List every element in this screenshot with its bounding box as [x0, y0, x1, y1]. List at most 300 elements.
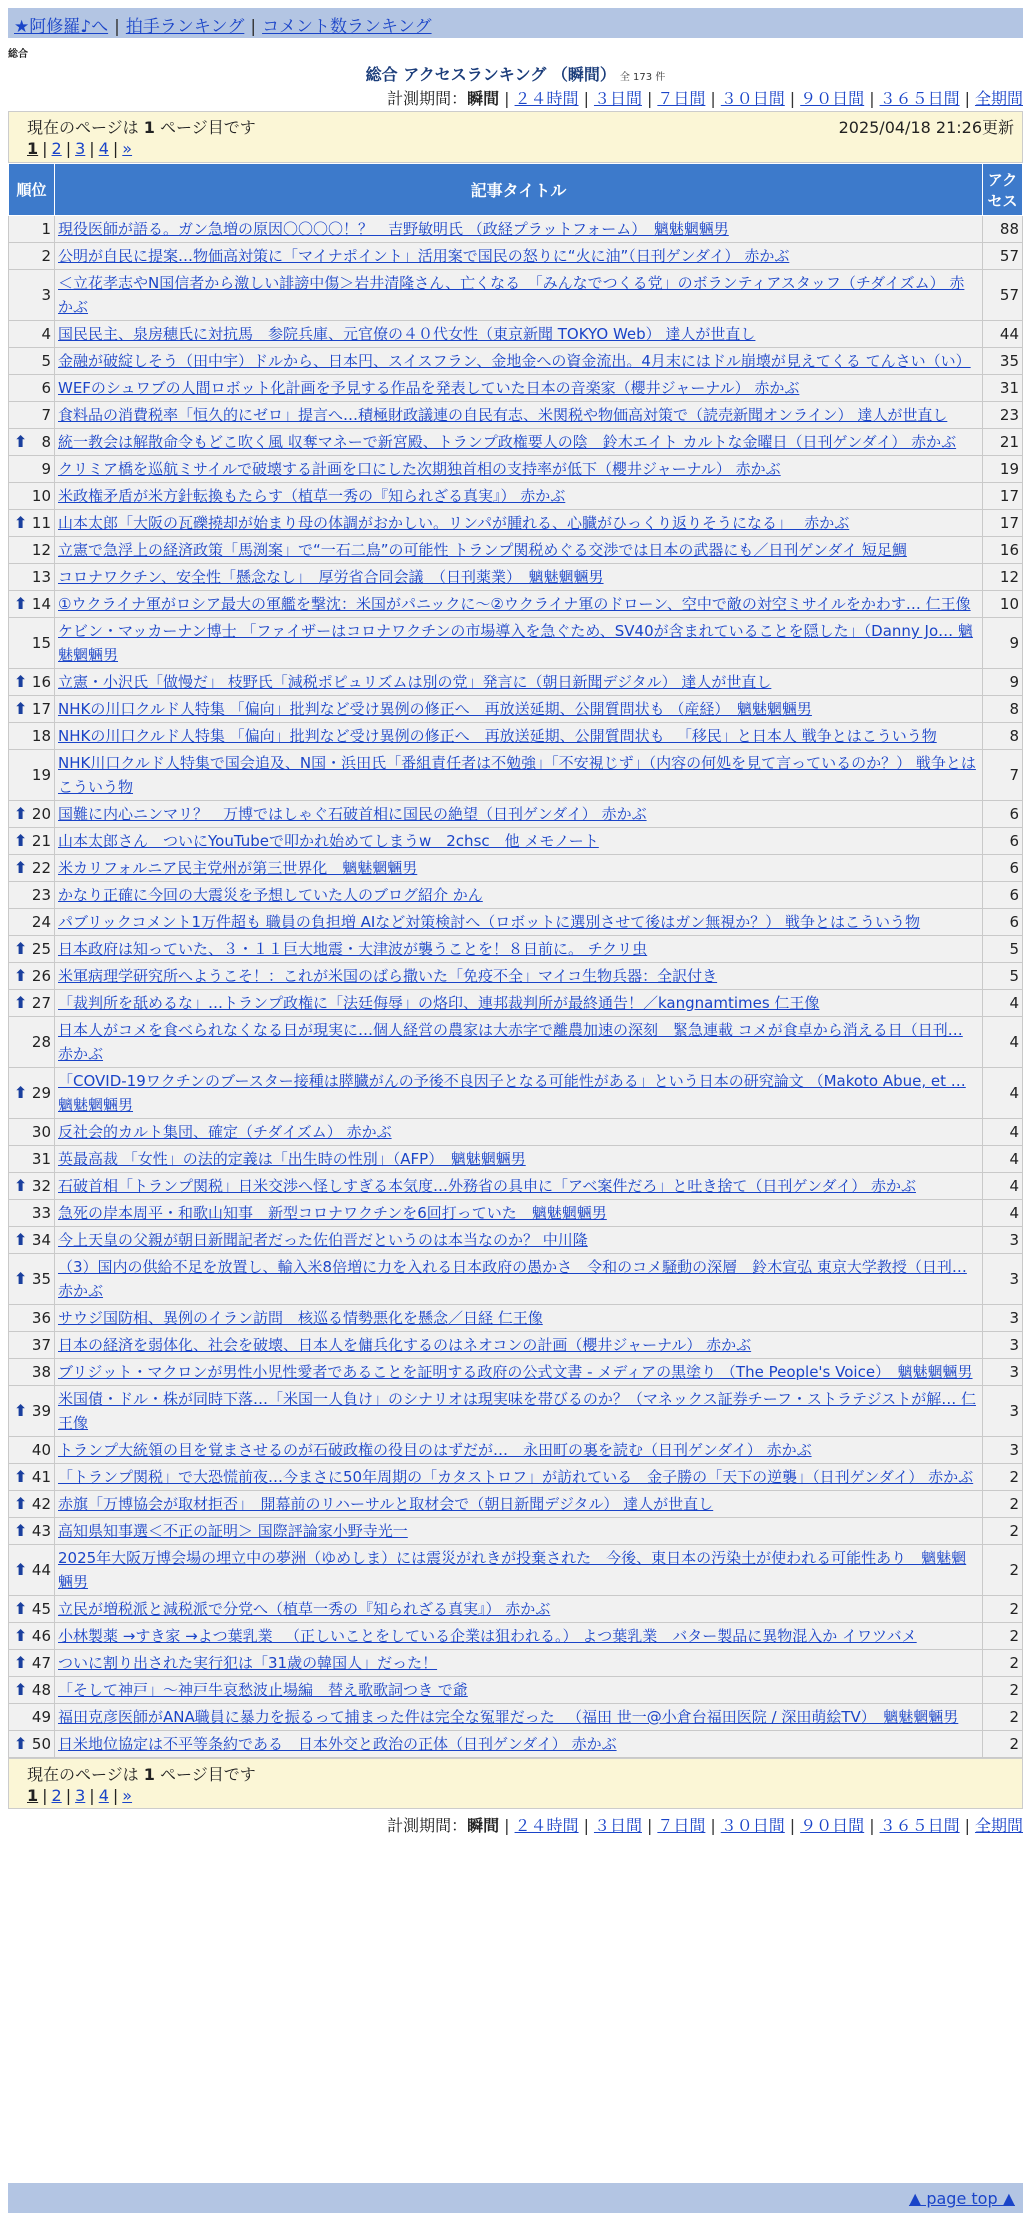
comment-ranking-link[interactable]: コメント数ランキング — [262, 17, 432, 37]
rank-number: 13 — [31, 568, 51, 586]
rank-cell — [9, 1464, 55, 1491]
title-cell — [55, 1704, 983, 1731]
access-count: 2 — [983, 1731, 1023, 1758]
article-link[interactable]: ＜立花孝志やN国信者から激しい誹謗中傷＞岩井清隆さん、亡くなる 「みんなでつくる党」のボランティアスタッフ（チダイズム） 赤かぶ — [58, 274, 965, 316]
period-option-link[interactable]: ３日間 — [593, 89, 642, 108]
rank-number: 34 — [31, 1231, 51, 1249]
article-link[interactable]: NHKの川口クルド人特集 「偏向」批判など受け異例の修正へ 再放送延期、公開質問状も 「移民」と日本人 戦争とはこういう物 — [58, 727, 937, 745]
table-row — [9, 510, 1023, 537]
article-link[interactable]: ブリジット・マクロンが男性小児性愛者であることを証明する政府の公式文書 - メディアの黒塗り （The People's Voice） 魑魅魍魎男 — [58, 1363, 973, 1381]
article-link[interactable]: 立憲で急浮上の経済政策「馬渕案」で“一石二鳥”の可能性 トランプ関税めぐる交渉では日本の武器にも／日刊ゲンダイ 短足鯛 — [58, 541, 907, 559]
rank-cell — [9, 1068, 55, 1119]
article-link[interactable]: 急死の岸本周平・和歌山知事 新型コロナワクチンを6回打っていた 魑魅魍魎男 — [58, 1204, 607, 1222]
table-row — [9, 1464, 1023, 1491]
separator: | — [65, 139, 72, 158]
period-option-link[interactable]: ７日間 — [657, 1816, 706, 1835]
article-link[interactable]: 日本政府は知っていた、３・１１巨大地震・大津波が襲うことを！８日前に。 チクリ虫 — [58, 940, 648, 958]
rank-cell — [9, 990, 55, 1017]
page-top-link[interactable]: ▲ page top ▲ — [908, 2189, 1015, 2208]
title-cell — [55, 1596, 983, 1623]
up-arrow-icon: ⬆ — [14, 699, 28, 718]
period-current: 瞬間 — [467, 89, 500, 108]
next-page-link[interactable]: » — [122, 139, 133, 158]
article-link[interactable]: 高知県知事選＜不正の証明＞ 国際評論家小野寺光一 — [58, 1522, 408, 1540]
separator: | — [504, 89, 510, 108]
title-cell — [55, 1332, 983, 1359]
clap-ranking-link[interactable]: 拍手ランキング — [125, 17, 245, 37]
rank-number: 48 — [31, 1681, 51, 1699]
article-link[interactable]: 日米地位協定は不平等条約である 日本外交と政治の正体（日刊ゲンダイ） 赤かぶ — [58, 1735, 617, 1753]
table-row — [9, 669, 1023, 696]
table-row — [9, 1731, 1023, 1758]
separator: | — [42, 139, 48, 158]
article-link[interactable]: 福田克彦医師がANA職員に暴力を振るって捕まった件は完全な冤罪だった （福田 世一@小倉台福田医院 / 深田萌絵TV） 魑魅魍魎男 — [58, 1708, 959, 1726]
rank-number: 2 — [41, 247, 51, 265]
access-count: 3 — [983, 1386, 1023, 1437]
table-row — [9, 618, 1023, 669]
title-cell — [55, 321, 983, 348]
rank-number: 1 — [41, 220, 51, 238]
rank-number: 11 — [31, 514, 51, 532]
period-option-link[interactable]: ３６５日間 — [879, 1816, 960, 1835]
rank-cell — [9, 537, 55, 564]
access-count: 6 — [983, 855, 1023, 882]
table-row — [9, 1146, 1023, 1173]
article-link[interactable]: NHKの川口クルド人特集 「偏向」批判など受け異例の修正へ 再放送延期、公開質問状も （産経） 魑魅魍魎男 — [58, 700, 812, 718]
separator: | — [964, 89, 970, 108]
title-cell — [55, 1068, 983, 1119]
rank-cell — [9, 564, 55, 591]
table-row — [9, 216, 1023, 243]
access-count: 5 — [983, 963, 1023, 990]
total-count: 全 173 件 — [619, 72, 666, 83]
separator: | — [89, 1786, 95, 1805]
rank-cell — [9, 1173, 55, 1200]
article-link[interactable]: 石破首相「トランプ関税」日米交渉へ怪しすぎる本気度…外務省の具申に「アベ案件だろ」と吐き捨て（日刊ゲンダイ） 赤かぶ — [58, 1177, 916, 1195]
article-link[interactable]: 小林製薬 →すき家 →よつ葉乳業 （正しいことをしている企業は狙われる。） よつ葉乳業 バター製品に異物混入か イワツバメ — [58, 1627, 917, 1645]
access-count: 8 — [983, 696, 1023, 723]
article-link[interactable]: 現役医師が語る。ガン急増の原因〇〇〇〇！？ 吉野敏明氏 （政経プラットフォーム） 魑魅魍魎男 — [58, 220, 729, 238]
access-count: 3 — [983, 1227, 1023, 1254]
article-link[interactable]: 反社会的カルト集団、確定（チダイズム） 赤かぶ — [58, 1123, 392, 1141]
access-count: 57 — [983, 243, 1023, 270]
rank-cell — [9, 1332, 55, 1359]
up-arrow-icon: ⬆ — [14, 1230, 28, 1249]
access-count: 10 — [983, 591, 1023, 618]
separator: | — [112, 139, 119, 158]
page-title — [0, 62, 1031, 85]
rank-number: 31 — [31, 1150, 51, 1168]
article-link[interactable]: 「そして神戸」～神戸牛哀愁波止場編 替え歌歌詞つき で爺 — [58, 1681, 468, 1699]
table-row — [9, 1173, 1023, 1200]
article-link[interactable]: 「トランプ関税」で大恐慌前夜…今まさに50年周期の「カタストロフ」が訪れている 金子勝の「天下の逆襲」（日刊ゲンダイ） 赤かぶ — [58, 1468, 974, 1486]
title-cell — [55, 1017, 983, 1068]
access-count: 5 — [983, 936, 1023, 963]
period-option-link[interactable]: ３０日間 — [720, 1816, 785, 1835]
title-cell — [55, 1200, 983, 1227]
article-link[interactable]: パブリックコメント1万件超も 職員の負担増 AIなど対策検討へ（ロボットに選別させて後はガン無視か？） 戦争とはこういう物 — [58, 913, 921, 931]
bottom-bar — [8, 2183, 1023, 2213]
period-label: 計測期間： — [387, 1816, 468, 1835]
title-cell — [55, 243, 983, 270]
rank-number: 21 — [31, 832, 51, 850]
article-link[interactable]: ついに割り出された実行犯は「31歳の韓国人」だった！ — [58, 1654, 438, 1672]
up-arrow-icon: ⬆ — [14, 1734, 28, 1753]
title-cell — [55, 936, 983, 963]
table-header-row — [9, 164, 1023, 216]
rank-number: 50 — [31, 1735, 51, 1753]
rank-number: 10 — [31, 487, 51, 505]
article-link[interactable]: 山本太郎「大阪の瓦礫撓却が始まり母の体調がおかしい。リンパが腫れる、心臓がひっくり返りそうになる」 赤かぶ — [58, 514, 850, 532]
article-link[interactable]: 国難に内心ニンマリ？ 万博ではしゃぐ石破首相に国民の絶望（日刊ゲンダイ） 赤かぶ — [58, 805, 647, 823]
access-count: 4 — [983, 1017, 1023, 1068]
title-cell — [55, 1227, 983, 1254]
up-arrow-icon: ⬆ — [14, 1083, 28, 1102]
up-arrow-icon: ⬆ — [14, 831, 28, 850]
access-count: 35 — [983, 348, 1023, 375]
page-current: 1 — [27, 139, 39, 158]
rank-cell — [9, 591, 55, 618]
article-link[interactable]: 今上天皇の父親が朝日新聞記者だった佐伯晋だというのは本当なのか？ 中川隆 — [58, 1231, 588, 1249]
table-row — [9, 270, 1023, 321]
separator: | — [89, 139, 95, 158]
up-arrow-icon: ⬆ — [14, 594, 28, 613]
rank-cell — [9, 270, 55, 321]
article-link[interactable]: トランプ大統領の目を覚まさせるのが石破政権の役目のはずだが… 永田町の裏を読む（日刊ゲンダイ） 赤かぶ — [58, 1441, 812, 1459]
article-link[interactable]: 赤旗「万博協会が取材拒否」 開幕前のリハーサルと取材会で（朝日新聞デジタル） 達人が世直し — [58, 1495, 714, 1513]
rank-number: 40 — [31, 1441, 51, 1459]
rank-cell — [9, 1677, 55, 1704]
table-row — [9, 1677, 1023, 1704]
title-cell — [55, 750, 983, 801]
table-row — [9, 483, 1023, 510]
rank-number: 27 — [31, 994, 51, 1012]
article-link[interactable]: 立民が増税派と減税派で分党へ（植草一秀の『知られざる真実』） 赤かぶ — [58, 1600, 551, 1618]
title-cell — [55, 591, 983, 618]
article-link[interactable]: 立憲・小沢氏「做慢だ」 枝野氏「減税ポピュリズムは別の党」発言に（朝日新聞デジタル） 達人が世直し — [58, 673, 772, 691]
title-cell — [55, 1359, 983, 1386]
rank-number: 5 — [41, 352, 51, 370]
rank-number: 29 — [31, 1084, 51, 1102]
article-link[interactable]: 食料品の消費税率「恒久的にゼロ」提言へ…積極財政議連の自民有志、米関税や物価高対策で（読売新聞オンライン） 達人が世直し — [58, 406, 948, 424]
separator: | — [583, 89, 589, 108]
rank-number: 23 — [31, 886, 51, 904]
access-count: 4 — [983, 1119, 1023, 1146]
access-count: 4 — [983, 1173, 1023, 1200]
title-cell — [55, 375, 983, 402]
period-option-link[interactable]: ２４時間 — [514, 1816, 579, 1835]
period-label: 計測期間： — [387, 89, 468, 108]
table-row — [9, 1305, 1023, 1332]
rank-number: 43 — [31, 1522, 51, 1540]
article-link[interactable]: 米カリフォルニア民主党州が第三世界化 魑魅魍魎男 — [58, 859, 418, 877]
rank-cell — [9, 1359, 55, 1386]
title-cell — [55, 669, 983, 696]
table-row — [9, 1068, 1023, 1119]
table-row — [9, 1200, 1023, 1227]
title-cell — [55, 348, 983, 375]
access-count: 19 — [983, 456, 1023, 483]
access-count: 16 — [983, 537, 1023, 564]
article-link[interactable]: 米国債・ドル・株が同時下落…「米国一人負け」のシナリオは現実味を帯びるのか？（マネックス証券チーフ・ストラテジストが解… 仁王像 — [58, 1390, 976, 1432]
page-link[interactable]: 4 — [98, 139, 109, 158]
page-info-text: 現在のページは 1 ページ目です — [27, 1765, 256, 1784]
rank-number: 39 — [31, 1402, 51, 1420]
rank-cell — [9, 1545, 55, 1596]
title-cell — [55, 483, 983, 510]
rank-cell — [9, 429, 55, 456]
article-link[interactable]: WEFのシュワブの人間ロボット化計画を予見する作品を発表していた日本の音楽家（櫻井ジャーナル） 赤かぶ — [58, 379, 800, 397]
rank-cell — [9, 1518, 55, 1545]
up-arrow-icon: ⬆ — [14, 513, 28, 532]
access-count: 2 — [983, 1491, 1023, 1518]
rank-number: 33 — [31, 1204, 51, 1222]
table-row — [9, 1650, 1023, 1677]
title-cell — [55, 564, 983, 591]
up-arrow-icon: ⬆ — [14, 1599, 28, 1618]
rank-number: 14 — [31, 595, 51, 613]
page-link[interactable]: 3 — [75, 1786, 86, 1805]
category-tag: 総合 — [8, 49, 28, 60]
rank-cell — [9, 1119, 55, 1146]
rank-cell — [9, 243, 55, 270]
table-row — [9, 1596, 1023, 1623]
title-cell — [55, 963, 983, 990]
title-cell — [55, 1731, 983, 1758]
rank-number: 47 — [31, 1654, 51, 1672]
table-row — [9, 348, 1023, 375]
title-cell — [55, 1305, 983, 1332]
article-link[interactable]: （3）国内の供給不足を放置し、輸入米8倍増に力を入れる日本政府の愚かさ 令和のコメ騒動の深層 鈴木宣弘 東京大学教授（日刊… 赤かぶ — [58, 1258, 967, 1300]
period-option-link[interactable]: ３６５日間 — [879, 89, 960, 108]
access-count: 2 — [983, 1704, 1023, 1731]
title-cell — [55, 1623, 983, 1650]
title-cell — [55, 216, 983, 243]
table-row — [9, 723, 1023, 750]
article-link[interactable]: 米軍病理学研究所へようこそ！：これが米国のばら撒いた「免疫不全」マイコ生物兵器：全訳付き — [58, 967, 718, 985]
rank-cell — [9, 1437, 55, 1464]
rank-cell — [9, 1596, 55, 1623]
table-row — [9, 696, 1023, 723]
title-cell — [55, 1464, 983, 1491]
pagination — [27, 139, 132, 158]
page-link[interactable]: 2 — [51, 139, 62, 158]
separator: | — [504, 1816, 510, 1835]
page-info-text: 現在のページは 1 ページ目です — [27, 118, 256, 137]
page-link[interactable]: 3 — [75, 139, 86, 158]
rank-cell — [9, 456, 55, 483]
title-cell — [55, 1650, 983, 1677]
rank-cell — [9, 1491, 55, 1518]
access-count: 31 — [983, 375, 1023, 402]
title-cell — [55, 1386, 983, 1437]
access-count: 4 — [983, 1068, 1023, 1119]
rank-number: 18 — [31, 727, 51, 745]
table-row — [9, 828, 1023, 855]
home-link[interactable]: ★阿修羅♪へ — [14, 17, 109, 37]
article-link[interactable]: かなり正確に今回の大震災を予想していた人のブログ紹介 かん — [58, 886, 483, 904]
table-row — [9, 1491, 1023, 1518]
access-count: 2 — [983, 1623, 1023, 1650]
article-link[interactable]: 「裁判所を舐めるな」…トランプ政権に「法廷侮辱」の烙印、連邦裁判所が最終通告！／kangnamtimes 仁王像 — [58, 994, 820, 1012]
article-link[interactable]: クリミア橋を巡航ミサイルで破壊する計画を口にした次期独首相の支持率が低下（櫻井ジャーナル） 赤かぶ — [58, 460, 781, 478]
title-cell — [55, 882, 983, 909]
separator: | — [250, 17, 257, 37]
title-cell — [55, 270, 983, 321]
table-row — [9, 1227, 1023, 1254]
rank-cell — [9, 963, 55, 990]
up-arrow-icon: ⬆ — [14, 1626, 28, 1645]
rank-cell — [9, 321, 55, 348]
rank-number: 24 — [31, 913, 51, 931]
up-arrow-icon: ⬆ — [14, 966, 28, 985]
table-row — [9, 1545, 1023, 1596]
article-link[interactable]: 山本太郎さん ついにYouTubeで叩かれ始めてしまうw 2chsc 他 メモノート — [58, 832, 599, 850]
rank-number: 41 — [31, 1468, 51, 1486]
rank-number: 49 — [31, 1708, 51, 1726]
access-count: 2 — [983, 1545, 1023, 1596]
rank-number: 15 — [31, 634, 51, 652]
article-link[interactable]: 統一教会は解散命令もどこ吹く風 収奪マネーで新宮殿、トランプ政権要人の陰 鈴木エイト カルトな金曜日（日刊ゲンダイ） 赤かぶ — [58, 433, 957, 451]
article-link[interactable]: 金融が破綻しそう（田中宇）ドルから、日本円、スイスフラン、金地金への資金流出。4月末にはドル崩壊が見えてくる てんさい（い） — [58, 352, 971, 370]
access-count: 2 — [983, 1464, 1023, 1491]
table-row — [9, 1017, 1023, 1068]
rank-number: 45 — [31, 1600, 51, 1618]
table-row — [9, 321, 1023, 348]
page-link[interactable]: 2 — [51, 1786, 62, 1805]
up-arrow-icon: ⬆ — [14, 1494, 28, 1513]
table-row — [9, 1518, 1023, 1545]
article-link[interactable]: 2025年大阪万博会場の埋立中の夢洲（ゆめしま）には震災がれきが投棄された 今後、東日本の汚染土が使われる可能性あり 魑魅魍魎男 — [58, 1549, 967, 1591]
period-option-link[interactable]: 全期間 — [974, 1816, 1023, 1835]
title-cell — [55, 1677, 983, 1704]
access-count: 2 — [983, 1518, 1023, 1545]
access-header: アクセス — [983, 164, 1023, 216]
table-row — [9, 402, 1023, 429]
table-row — [9, 750, 1023, 801]
article-link[interactable]: 英最高裁 「女性」の法的定義は「出生時の性別」（AFP） 魑魅魍魎男 — [58, 1150, 526, 1168]
table-row — [9, 1332, 1023, 1359]
page-info-box-bottom — [8, 1758, 1023, 1809]
ranking-table — [8, 163, 1023, 1758]
article-link[interactable]: 公明が自民に提案…物価高対策に「マイナポイント」活用案で国民の怒りに“火に油”（日刊ゲンダイ） 赤かぶ — [58, 247, 790, 265]
title-cell — [55, 1119, 983, 1146]
up-arrow-icon: ⬆ — [14, 858, 28, 877]
title-cell — [55, 1173, 983, 1200]
rank-number: 32 — [31, 1177, 51, 1195]
rank-cell — [9, 510, 55, 537]
access-count: 57 — [983, 270, 1023, 321]
table-row — [9, 1254, 1023, 1305]
period-option-link[interactable]: ２４時間 — [514, 89, 579, 108]
article-link[interactable]: 日本の経済を弱体化、社会を破壊、日本人を傭兵化するのはネオコンの計画（櫻井ジャーナル） 赤かぶ — [58, 1336, 752, 1354]
rank-cell — [9, 1305, 55, 1332]
article-link[interactable]: 米政権矛盾が米方針転換もたらす（植草一秀の『知られざる真実』） 赤かぶ — [58, 487, 566, 505]
article-link[interactable]: 日本人がコメを食べられなくなる日が現実に…個人経営の農家は大赤字で離農加速の深刻 緊急連載 コメが食卓から消える日（日刊… 赤かぶ — [58, 1021, 963, 1063]
title-cell — [55, 990, 983, 1017]
access-count: 6 — [983, 909, 1023, 936]
separator: | — [112, 1786, 119, 1805]
rank-cell — [9, 696, 55, 723]
access-count: 9 — [983, 669, 1023, 696]
next-page-link[interactable]: » — [122, 1786, 133, 1805]
period-option-link[interactable]: ３０日間 — [720, 89, 785, 108]
separator: | — [789, 1816, 796, 1835]
rank-cell — [9, 882, 55, 909]
rank-number: 19 — [31, 766, 51, 784]
rank-cell — [9, 1254, 55, 1305]
period-option-link[interactable]: ７日間 — [657, 89, 706, 108]
access-count: 23 — [983, 402, 1023, 429]
article-link[interactable]: コロナワクチン、安全性「懸念なし」 厚労省合同会議 （日刊薬業） 魑魅魍魎男 — [58, 568, 604, 586]
rank-cell — [9, 855, 55, 882]
table-row — [9, 1704, 1023, 1731]
article-link[interactable]: サウジ国防相、異例のイラン訪問 核巡る情勢悪化を懸念／日経 仁王像 — [58, 1309, 543, 1327]
title-cell — [55, 510, 983, 537]
article-link[interactable]: ①ウクライナ軍がロシア最大の軍艦を撃沈：米国がパニックに～②ウクライナ軍のドローン、空中で敵の対空ミサイルをかわす… 仁王像 — [58, 595, 971, 613]
table-row — [9, 1119, 1023, 1146]
rank-number: 28 — [31, 1033, 51, 1051]
period-option-link[interactable]: ９０日間 — [800, 89, 865, 108]
table-row — [9, 1359, 1023, 1386]
access-count: 2 — [983, 1596, 1023, 1623]
period-option-link[interactable]: ３日間 — [593, 1816, 642, 1835]
article-link[interactable]: NHK川口クルド人特集で国会追及、N国・浜田氏「番組責任者は不勉強」「不安視じず」（内容の何処を見て言っているのか？） 戦争とはこういう物 — [58, 754, 976, 796]
table-row — [9, 591, 1023, 618]
title-cell — [55, 1437, 983, 1464]
rank-cell — [9, 1146, 55, 1173]
title-cell — [55, 429, 983, 456]
separator: | — [789, 89, 796, 108]
rank-cell — [9, 669, 55, 696]
access-count: 4 — [983, 1146, 1023, 1173]
rank-cell — [9, 1200, 55, 1227]
rank-number: 22 — [31, 859, 51, 877]
rank-number: 36 — [31, 1309, 51, 1327]
rank-number: 9 — [41, 460, 51, 478]
rank-header: 順位 — [9, 164, 55, 216]
rank-cell — [9, 1650, 55, 1677]
title-cell — [55, 1254, 983, 1305]
rank-number: 30 — [31, 1123, 51, 1141]
rank-cell — [9, 483, 55, 510]
table-row — [9, 882, 1023, 909]
title-cell — [55, 855, 983, 882]
period-option-link[interactable]: ９０日間 — [800, 1816, 865, 1835]
access-count: 6 — [983, 828, 1023, 855]
rank-number: 7 — [41, 406, 51, 424]
period-selector — [387, 86, 1023, 109]
separator: | — [65, 1786, 72, 1805]
article-link[interactable]: 「COVID-19ワクチンのブースター接種は膵臓がんの予後不良因子となる可能性がある」という日本の研究論文 （Makoto Abue, et … 魑魅魍魎男 — [58, 1072, 966, 1114]
table-row — [9, 855, 1023, 882]
article-link[interactable]: 国民民主、泉房穂氏に対抗馬 参院兵庫、元官僚の４０代女性（東京新聞 TOKYO Web） 達人が世直し — [58, 325, 756, 343]
separator: | — [114, 17, 120, 37]
rank-cell — [9, 216, 55, 243]
table-row — [9, 936, 1023, 963]
article-link[interactable]: ケビン・マッカーナン博士 「ファイザーはコロナワクチンの市場導入を急ぐため、SV40が含まれていることを隠した」（Danny Jo… 魑魅魍魎男 — [58, 622, 973, 664]
page-link[interactable]: 4 — [98, 1786, 109, 1805]
rank-cell — [9, 618, 55, 669]
ranking-title: 総合 アクセスランキング （瞬間） — [365, 65, 616, 84]
rank-number: 12 — [31, 541, 51, 559]
period-option-link[interactable]: 全期間 — [974, 89, 1023, 108]
rank-cell — [9, 828, 55, 855]
up-arrow-icon: ⬆ — [14, 1653, 28, 1672]
up-arrow-icon: ⬆ — [14, 1521, 28, 1540]
access-count: 4 — [983, 1200, 1023, 1227]
page-info-box — [8, 111, 1023, 163]
